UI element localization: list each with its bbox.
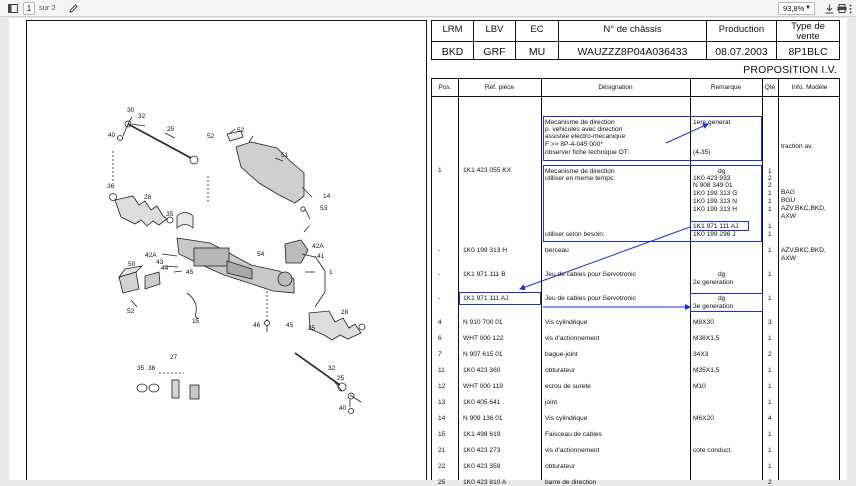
model-info-cell: AZV,BKC,BKD, <box>781 205 826 212</box>
header-cell-type <box>777 21 839 59</box>
callout-label: 43 <box>156 259 164 266</box>
callout-label: 35 <box>166 211 174 218</box>
proposal-title: PROPOSITION I.V. <box>743 64 837 76</box>
callout-label: 52 <box>237 127 245 134</box>
qty-cell: 1 <box>768 463 772 470</box>
callout-label: 40 <box>108 132 116 139</box>
callout-label: 44 <box>161 265 169 272</box>
designation-cell: Jeu de cables pour Servotronic <box>545 295 636 302</box>
designation-cell: utiliser selon besoin: <box>545 231 605 238</box>
pos-cell: 15 <box>438 431 446 438</box>
callout-label: 52 <box>127 308 135 315</box>
pos-cell: 6 <box>438 335 442 342</box>
vehicle-header <box>431 20 840 60</box>
callout-label: 30 <box>127 107 135 114</box>
remark-cell: 1K0 199 313 H <box>693 206 737 213</box>
callout-label: 15 <box>192 318 200 325</box>
model-info-cell: AXW <box>781 213 797 220</box>
qty-cell: 2 <box>768 479 772 486</box>
column-header-pos: Pos. <box>438 84 452 91</box>
header-value: 08.07.2003 <box>715 46 768 58</box>
designation-cell: obturateur <box>545 367 576 374</box>
designation-cell: Faisceau de cables <box>545 431 602 438</box>
ref-cell: 1K0 423 360 <box>463 367 501 374</box>
pos-cell: - <box>438 271 441 278</box>
pos-cell: 25 <box>438 479 446 486</box>
remark-cell: 1K0 423 933 <box>693 175 731 182</box>
callout-label: 42A <box>145 252 157 259</box>
ref-cell: 1K1 971 111 AJ <box>463 295 509 302</box>
zoom-select[interactable] <box>778 2 815 15</box>
designation-cell: obturateur <box>545 463 576 470</box>
sidebar-icon[interactable] <box>6 2 19 15</box>
remark-cell: 1K1 971 111 AJ <box>693 223 739 230</box>
remark-cell: M35X1,5 <box>693 367 720 374</box>
ref-cell: 1K1 423 055 KX <box>463 167 512 174</box>
qty-cell: 1 <box>768 247 772 254</box>
qty-cell: 1 <box>768 223 772 230</box>
header-label: N° de châssis <box>603 24 662 35</box>
designation-cell: p. vehicules avec direction <box>545 126 623 133</box>
qty-cell: 1 <box>768 206 772 213</box>
remark-cell: (4-35) <box>693 149 711 156</box>
callout-label: 46 <box>253 322 261 329</box>
callout-label: 36 <box>148 365 156 372</box>
remark-cell: 1K0 199 296 J <box>693 231 736 238</box>
designation-cell: ecrou de surete <box>545 383 591 390</box>
qty-cell: 1 <box>768 447 772 454</box>
column-header-model-info: Info. Modèle <box>791 84 828 91</box>
qty-cell: 2 <box>768 182 772 189</box>
callout-label: 35 <box>137 365 145 372</box>
remark-cell: 1K0 199 313 G <box>693 190 738 197</box>
remark-cell: 1ere generat <box>693 119 731 126</box>
pos-cell: 21 <box>438 447 446 454</box>
callout-label: 27 <box>170 354 178 361</box>
header-value: 8P1BLC <box>788 46 828 58</box>
designation-cell: berceau <box>545 247 569 254</box>
header-label: Production <box>718 24 765 35</box>
remark-cell: cote conduct. <box>693 447 733 454</box>
callout-label: 14 <box>323 193 331 200</box>
qty-cell: 1 <box>768 399 772 406</box>
ref-cell: N 910 700 01 <box>463 319 503 326</box>
model-info-cell: AZV,BKC,BKD, <box>781 247 826 254</box>
more-icon[interactable] <box>846 2 854 15</box>
callout-label: 40 <box>339 405 347 412</box>
header-cell-ec <box>516 21 559 59</box>
remark-cell: M10 <box>693 383 706 390</box>
column-header-designation: Désignation <box>598 84 633 91</box>
ref-cell: WHT 000 122 <box>463 335 504 342</box>
designation-cell: utiliser en meme temps: <box>545 175 615 182</box>
callout-label: 36 <box>107 183 115 190</box>
callout-label: 25 <box>337 375 345 382</box>
pos-cell: 22 <box>438 463 446 470</box>
pos-cell: 14 <box>438 415 446 422</box>
remark-cell: dg <box>718 168 726 175</box>
qty-cell: 3 <box>768 319 772 326</box>
column-header-qty: Qté <box>764 84 776 91</box>
page-number-input[interactable]: 1 <box>23 2 35 15</box>
callout-label: 45 <box>186 269 194 276</box>
callout-label: 32 <box>328 365 336 372</box>
document-page <box>9 18 847 486</box>
designation-cell: observer fiche technique OT: <box>545 149 629 156</box>
parts-table <box>431 78 840 486</box>
pos-cell: - <box>438 295 441 302</box>
designation-cell: joint <box>545 399 558 406</box>
ref-cell: 1K0 199 313 H <box>463 247 507 254</box>
qty-cell: 2 <box>768 351 772 358</box>
qty-cell: 2 <box>768 175 772 182</box>
callout-label: 28 <box>144 194 152 201</box>
ref-cell: 1K0 405 641 <box>463 399 501 406</box>
header-value: GRF <box>483 46 506 58</box>
header-cell-lbv <box>474 21 516 59</box>
header-label: LBV <box>485 24 504 35</box>
remark-cell: N 908 349 01 <box>693 182 733 189</box>
callout-label: 52 <box>207 133 215 140</box>
header-value: WAUZZZ8P04A036433 <box>577 46 688 58</box>
callout-label: 50 <box>128 261 136 268</box>
column-header-remark: Remarque <box>710 84 742 91</box>
callout-label: 45 <box>286 322 294 329</box>
header-value: BKD <box>441 46 464 58</box>
designation-cell: Jeu de cables pour Servotronic <box>545 271 636 278</box>
callout-label: 32 <box>138 113 146 120</box>
remark-cell: dg <box>718 295 726 302</box>
designation-cell: Vis cylindrique <box>545 319 588 326</box>
callout-label: 42A <box>312 243 324 250</box>
remark-cell: dg <box>718 271 726 278</box>
ref-cell: N 907 615 01 <box>463 351 503 358</box>
header-cell-lrm <box>432 21 474 59</box>
remark-cell: M8X30 <box>693 319 714 326</box>
annotation-arrows <box>432 79 841 481</box>
designation-cell: assistee electro-mecanique <box>545 133 626 140</box>
designation-cell: Mecanisme de direction <box>545 119 615 126</box>
viewer-toolbar <box>0 0 856 17</box>
chevron-down-icon: ▼ <box>805 5 811 11</box>
qty-cell: 4 <box>768 415 772 422</box>
qty-cell: 1 <box>768 168 772 175</box>
header-value: MU <box>528 46 546 58</box>
qty-cell: 1 <box>768 271 772 278</box>
pos-cell: 11 <box>438 367 445 374</box>
ref-cell: 1K1 971 111 B <box>463 271 506 278</box>
designation-cell: vis d'actionnement <box>545 447 600 454</box>
pos-cell: 13 <box>438 399 446 406</box>
header-cell-production <box>707 21 777 59</box>
remark-cell: 1K0 199 313 N <box>693 198 737 205</box>
page-total-label: sur 2 <box>39 3 56 12</box>
remark-cell: 3e generation <box>693 302 734 310</box>
remark-cell: 34X3 <box>693 351 709 358</box>
callout-label: 25 <box>167 126 175 133</box>
qty-cell: 1 <box>768 383 772 390</box>
qty-cell: 1 <box>768 198 772 205</box>
ref-cell: 1K1 498 619 <box>463 431 501 438</box>
ref-cell: WHT 000 119 <box>463 383 504 390</box>
exploded-diagram <box>26 20 427 480</box>
ref-cell: N 909 136 01 <box>463 415 503 422</box>
model-info-cell: BGU <box>781 197 796 204</box>
callout-label: 41 <box>317 253 325 260</box>
model-info-cell: BAG <box>781 189 795 196</box>
zoom-level: 93,8% <box>783 4 805 13</box>
callout-label: 35 <box>308 325 316 332</box>
qty-cell: 1 <box>768 431 772 438</box>
ref-cell: 1K0 423 273 <box>463 447 501 454</box>
column-header-ref: Réf. pièce <box>484 84 515 91</box>
pos-cell: 7 <box>438 351 442 358</box>
qty-cell: 1 <box>768 367 772 374</box>
pos-cell: 1 <box>438 167 442 174</box>
pos-cell: - <box>438 247 441 254</box>
remark-cell: M38X1,5 <box>693 335 720 342</box>
header-label: LRM <box>442 24 463 35</box>
pos-cell: 4 <box>438 319 442 326</box>
callout-label: 53 <box>320 205 328 212</box>
ref-cell: 1K0 423 359 <box>463 463 501 470</box>
remark-cell: M6X20 <box>693 415 714 422</box>
model-info-cell: traction av. <box>781 143 813 150</box>
callout-label: 1 <box>329 269 333 276</box>
designation-cell: F >> 8P-4-045 000* <box>545 141 603 148</box>
designation-cell: Mecanisme de direction <box>545 168 615 175</box>
qty-cell: 1 <box>768 190 772 197</box>
remark-cell: 2e generation <box>693 278 734 286</box>
designation-cell: Vis cylindrique <box>545 415 588 422</box>
callout-label: 54 <box>257 251 265 258</box>
qty-cell: 1 <box>768 335 772 342</box>
header-cell-chassis <box>559 21 707 59</box>
callout-label: 51 <box>281 152 289 159</box>
designation-cell: barre de direction <box>545 479 597 486</box>
pencil-icon[interactable] <box>67 2 80 15</box>
steering-rack-drawing <box>27 21 428 481</box>
qty-cell: 1 <box>768 295 772 302</box>
ref-cell: 1K0 423 810 A <box>463 479 507 486</box>
callout-label: 28 <box>341 309 349 316</box>
model-info-cell: AXW <box>781 254 797 262</box>
header-label: Type de vente <box>791 21 825 42</box>
pos-cell: 12 <box>438 383 446 390</box>
header-label: EC <box>530 24 544 35</box>
qty-cell: 1 <box>768 231 772 238</box>
designation-cell: bague-joint <box>545 351 578 358</box>
designation-cell: vis d'actionnement <box>545 335 600 342</box>
